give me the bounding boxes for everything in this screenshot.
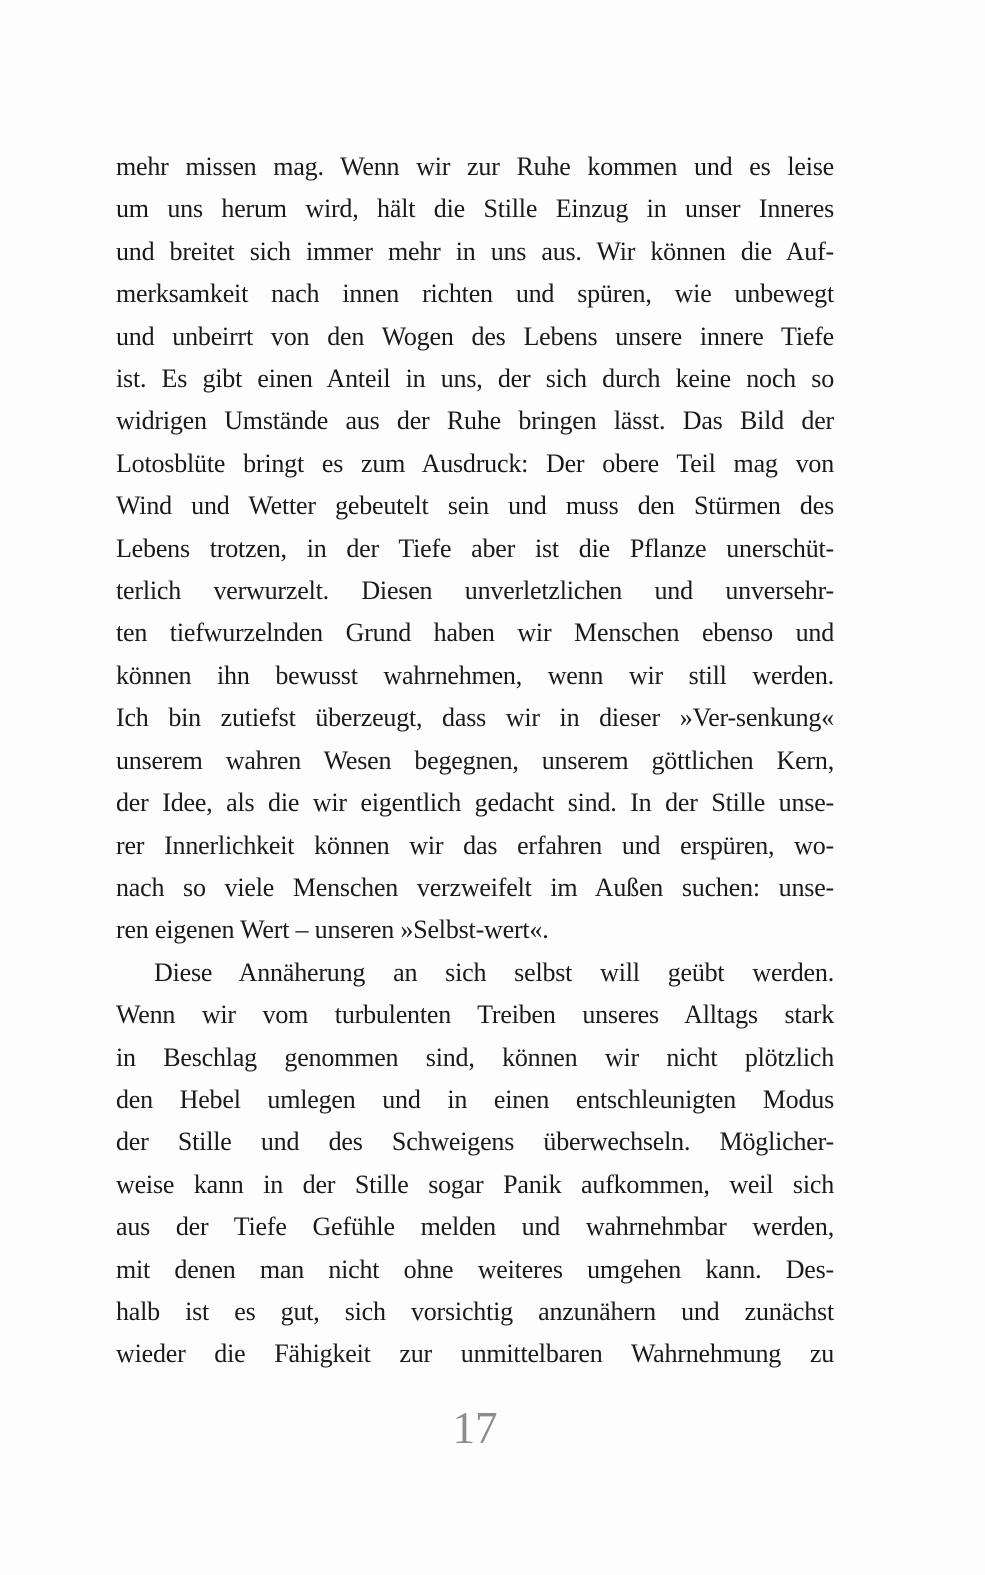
text-line: halb ist es gut, sich vorsichtig anzunähern und zunächst xyxy=(116,1296,834,1326)
text-line: terlich verwurzelt. Diesen unverletzlichen und unversehr- xyxy=(116,576,834,606)
text-line: nach so viele Menschen verzweifelt im Außen suchen: unse- xyxy=(116,872,834,902)
text-line: aus der Tiefe Gefühle melden und wahrnehmbar werden, xyxy=(116,1212,834,1242)
text-line: Ich bin zutiefst überzeugt, dass wir in dieser »Ver-senkung« xyxy=(116,703,834,733)
text-line: mit denen man nicht ohne weiteres umgehen kann. Des- xyxy=(116,1254,834,1284)
text-line: Lotosblüte bringt es zum Ausdruck: Der obere Teil mag von xyxy=(116,448,834,478)
text-line: Wind und Wetter gebeutelt sein und muss den Stürmen des xyxy=(116,491,834,521)
text-line: ten tiefwurzelnden Grund haben wir Menschen ebenso und xyxy=(116,618,834,648)
text-line: können ihn bewusst wahrnehmen, wenn wir still werden. xyxy=(116,660,834,690)
text-line: Wenn wir vom turbulenten Treiben unseres Alltags stark xyxy=(116,1000,834,1030)
page-number: 17 xyxy=(452,1403,498,1453)
body-text xyxy=(116,146,834,1376)
text-line: Lebens trotzen, in der Tiefe aber ist die Pflanze unerschüt- xyxy=(116,533,834,563)
text-line: Diese Annäherung an sich selbst will geübt werden. xyxy=(154,957,834,987)
text-line: widrigen Umstände aus der Ruhe bringen lässt. Das Bild der xyxy=(116,406,834,436)
text-line: ist. Es gibt einen Anteil in uns, der sich durch keine noch so xyxy=(116,364,834,394)
text-line: und breitet sich immer mehr in uns aus. Wir können die Auf- xyxy=(116,236,834,266)
text-line: der Stille und des Schweigens überwechseln. Möglicher- xyxy=(116,1127,834,1157)
text-line: wieder die Fähigkeit zur unmittelbaren Wahrnehmung zu xyxy=(116,1339,834,1369)
text-line: und unbeirrt von den Wogen des Lebens unsere innere Tiefe xyxy=(116,321,834,351)
text-line: rer Innerlichkeit können wir das erfahren und erspüren, wo- xyxy=(116,830,834,860)
text-line: der Idee, als die wir eigentlich gedacht sind. In der Stille unse- xyxy=(116,788,834,818)
text-line: merksamkeit nach innen richten und spüren, wie unbewegt xyxy=(116,279,834,309)
text-line: um uns herum wird, hält die Stille Einzug in unser Inneres xyxy=(116,194,834,224)
text-line: unserem wahren Wesen begegnen, unserem göttlichen Kern, xyxy=(116,745,834,775)
text-line: in Beschlag genommen sind, können wir nicht plötzlich xyxy=(116,1042,834,1072)
text-line: weise kann in der Stille sogar Panik aufkommen, weil sich xyxy=(116,1169,834,1199)
text-line: mehr missen mag. Wenn wir zur Ruhe kommen und es leise xyxy=(116,152,834,181)
text-line: ren eigenen Wert – unseren »Selbst-wert«. xyxy=(116,915,549,945)
text-line: den Hebel umlegen und in einen entschleunigten Modus xyxy=(116,1084,834,1114)
